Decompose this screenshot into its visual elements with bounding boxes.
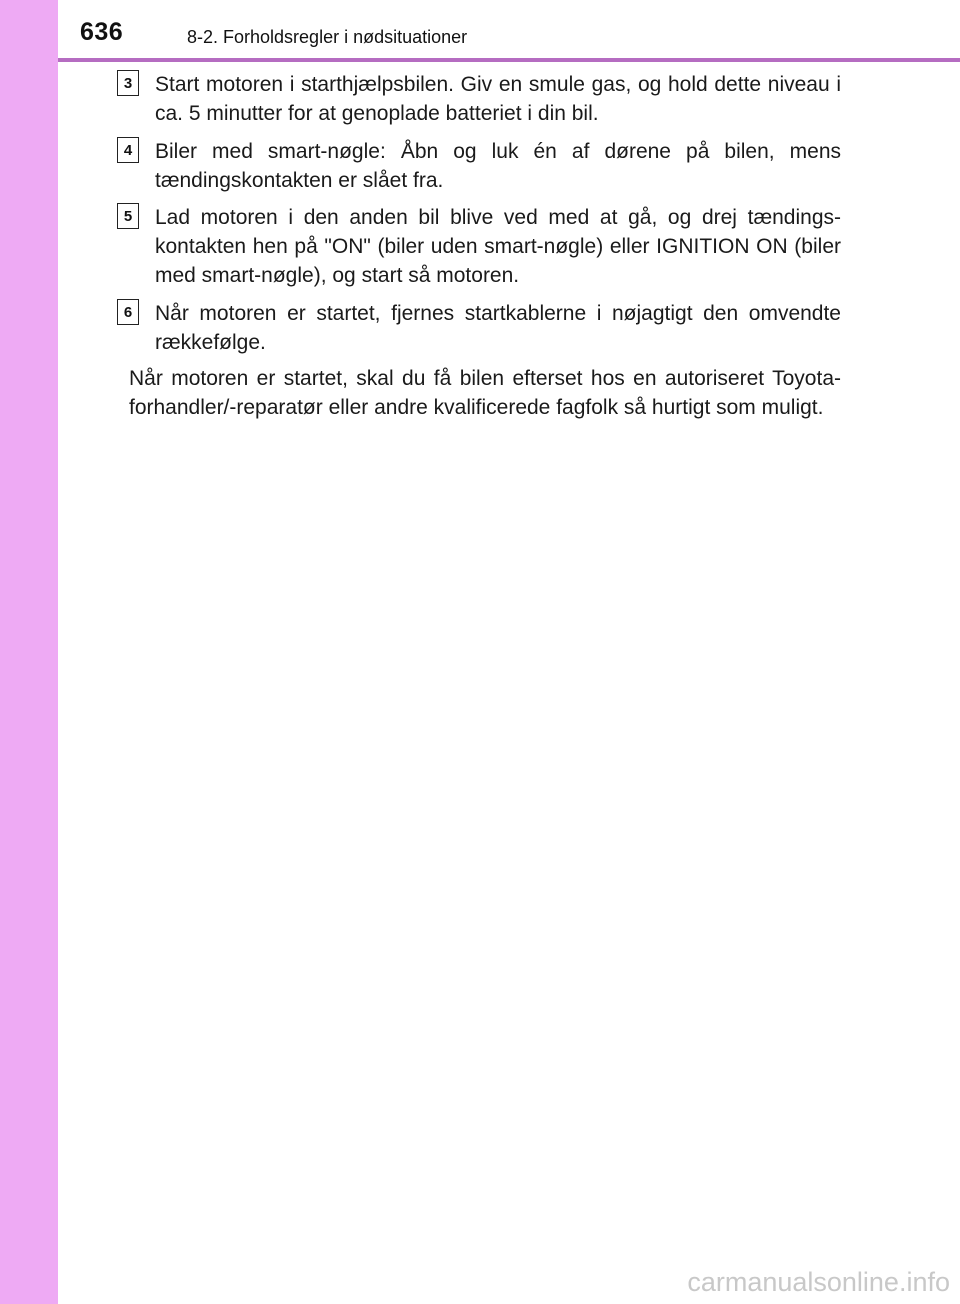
step-5-badge: 5 (117, 203, 139, 229)
watermark: carmanualsonline.info (687, 1267, 950, 1297)
step-3-badge: 3 (117, 70, 139, 96)
side-color-bar (0, 0, 58, 1304)
step-5-text: Lad motoren i den anden bil blive ved med at gå, og drej tændings-kontakten hen på "ON" (biler uden smart-nøgle) eller IGNITION ON (biler med smart-nøgle), og start så motoren. (155, 206, 841, 287)
header-rule (58, 58, 960, 62)
step-4-badge: 4 (117, 137, 139, 163)
step-6-badge: 6 (117, 299, 139, 325)
step-6-text: Når motoren er startet, fjernes startkablerne i nøjagtigt den omvendte rækkefølge. (155, 302, 841, 354)
step-3-text: Start motoren i starthjælpsbilen. Giv en smule gas, og hold dette niveau i ca. 5 minutter for at genoplade batteriet i din bil. (155, 73, 841, 125)
step-4-text: Biler med smart-nøgle: Åbn og luk én af dørene på bilen, mens tændingskontakten er slået fra. (155, 140, 841, 192)
closing-note: Når motoren er startet, skal du få bilen efterset hos en autoriseret Toyota-forhandler/-reparatør eller andre kvalificerede fagfolk så hurtigt som muligt. (129, 367, 841, 419)
section-title: 8-2. Forholdsregler i nødsituationer (187, 27, 468, 47)
page-number: 636 (80, 18, 124, 46)
